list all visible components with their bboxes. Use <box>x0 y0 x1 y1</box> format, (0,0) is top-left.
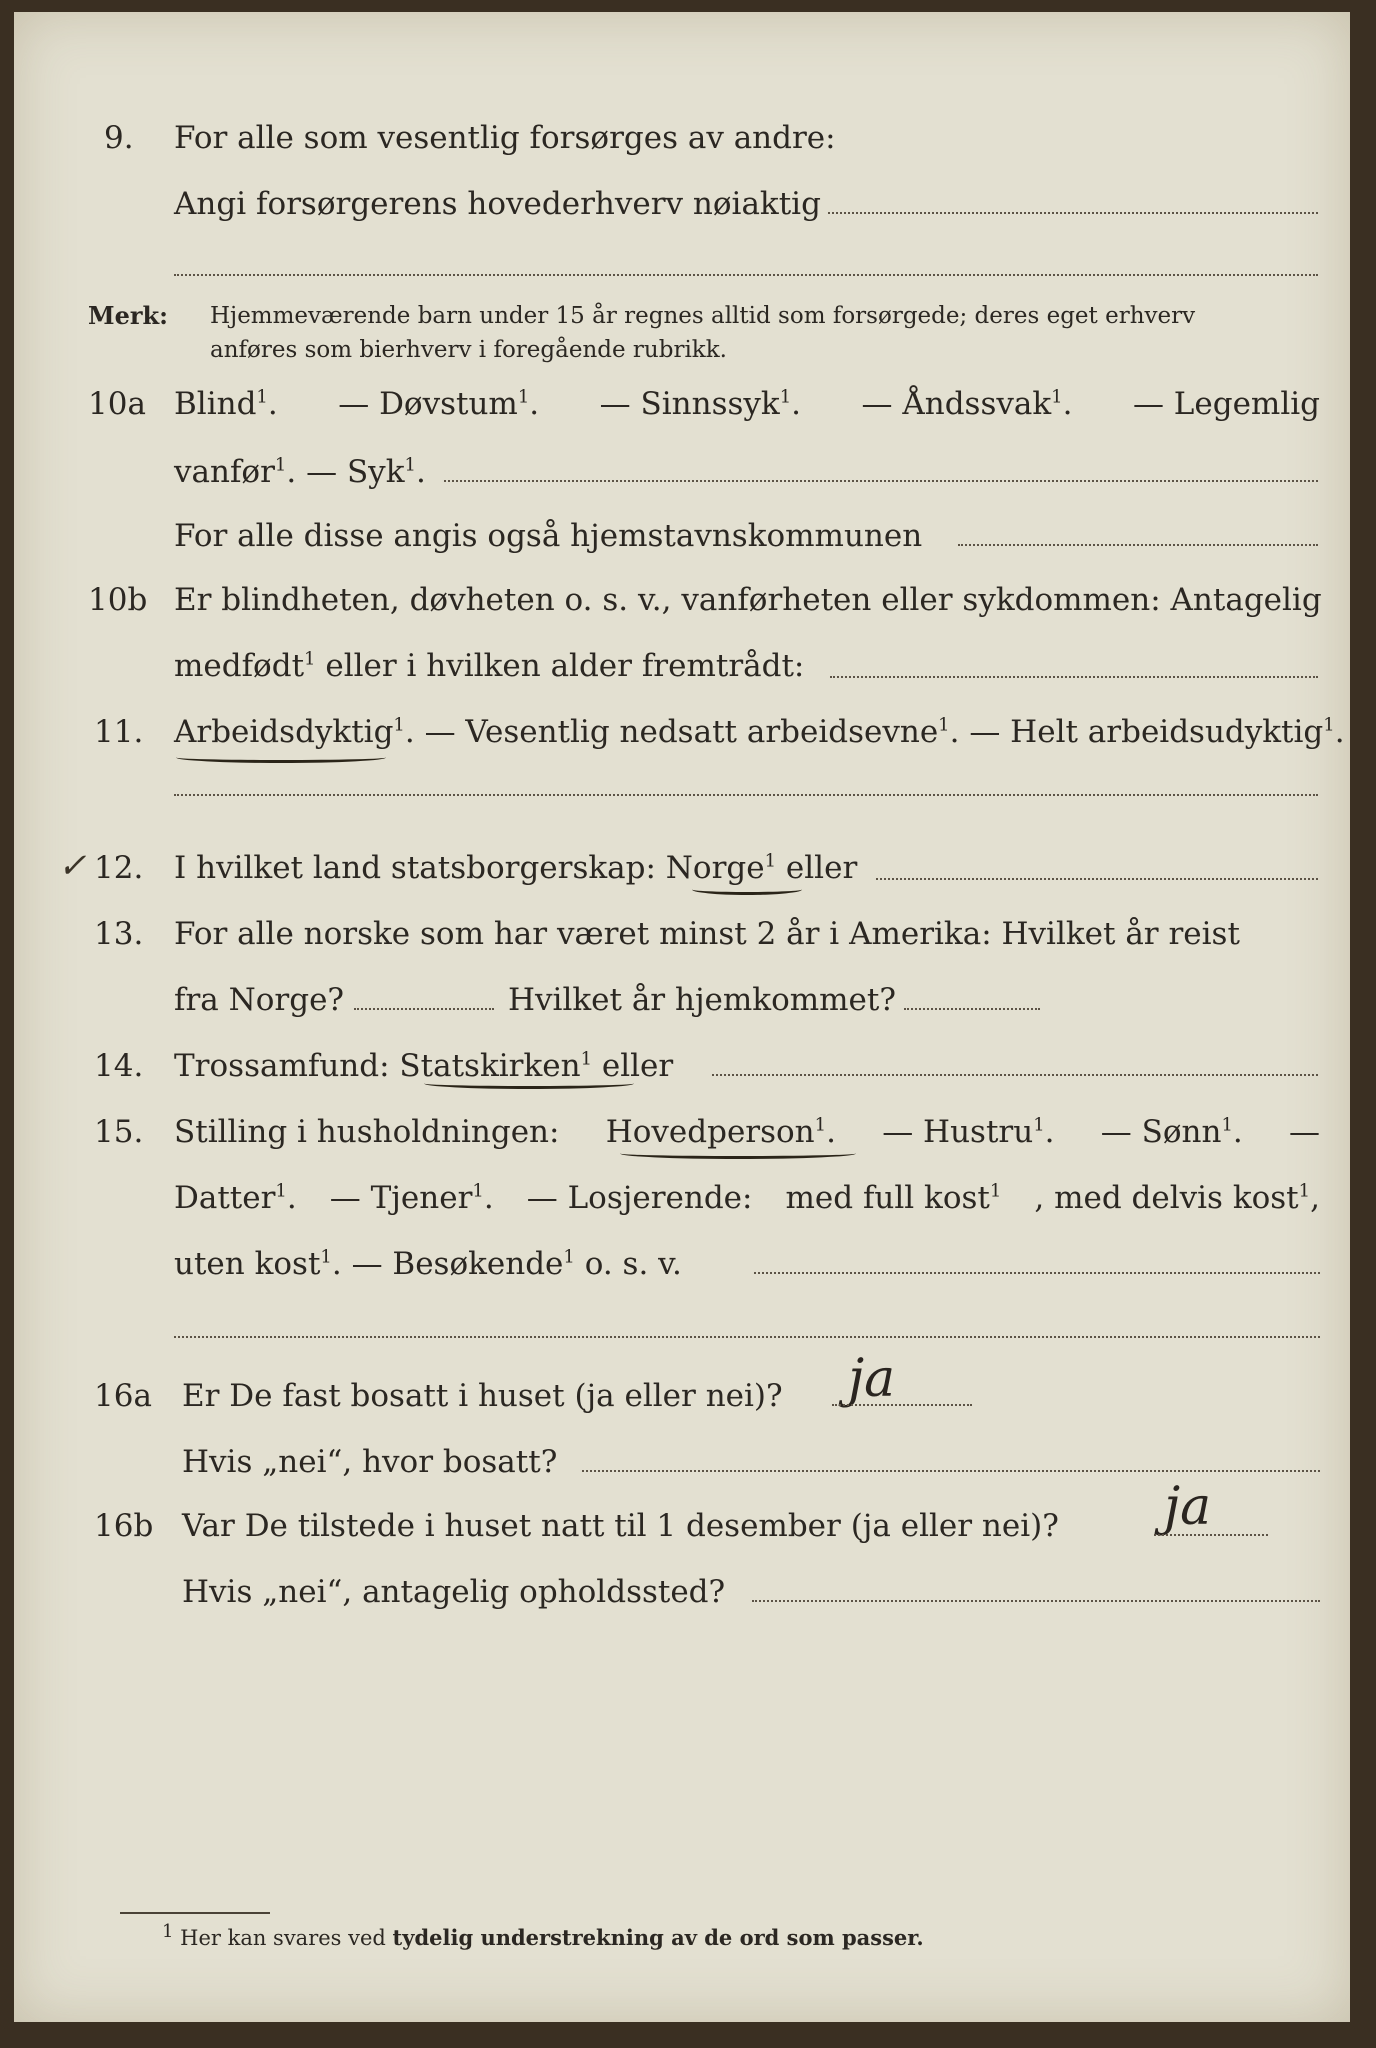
q13-line2a: fra Norge? <box>174 982 345 1018</box>
q15-continuation-line[interactable] <box>174 1336 1320 1338</box>
q16b-line2: Hvis „nei“, antagelig opholdssted? <box>182 1574 726 1610</box>
option-hovedperson[interactable]: Hovedperson$^1$. <box>605 1114 836 1150</box>
q10a-line2 <box>174 452 426 492</box>
q14-number: 14. <box>94 1048 144 1084</box>
q16a-handwritten-answer[interactable]: ja <box>848 1349 896 1409</box>
option-norge[interactable]: Norge$^1$ <box>665 850 777 886</box>
merk-line1: Hjemmeværende barn under 15 år regnes alltid som forsørgede; deres eget erhverv <box>210 303 1196 329</box>
q13-number: 13. <box>94 916 144 952</box>
option-statskirken[interactable]: Statskirken$^1$ <box>399 1048 593 1084</box>
q16b-number: 16b <box>94 1508 154 1544</box>
q16b-answer-line[interactable] <box>1154 1534 1268 1536</box>
q16b-opholdssted-line[interactable] <box>752 1600 1320 1602</box>
q16b-handwritten-answer[interactable]: ja <box>1164 1477 1212 1537</box>
option-besokende[interactable]: . — Besøkende$^1$ <box>331 1246 575 1282</box>
q9-answer-line[interactable] <box>828 212 1318 214</box>
q11-line: Arbeidsdyktig$^1$. — Vesentlig nedsatt arbeidsevne$^1$. — Helt arbeidsudyktig$^1$. <box>174 714 1345 750</box>
q10a-line3: For alle disse angis også hjemstavnskommunen <box>174 518 923 554</box>
option-nedsatt[interactable]: . — Vesentlig nedsatt arbeidsevne <box>404 714 939 750</box>
q9-line2: Angi forsørgerens hovederhverv nøiaktig <box>174 186 821 222</box>
q12-line: I hvilket land statsborgerskap: Norge$^1$ eller <box>174 850 858 886</box>
check-mark-icon: ✓ <box>58 846 87 886</box>
option-delvis-kost[interactable]: , med delvis kost$^1$, <box>1034 1180 1320 1216</box>
option-arbeidsdyktig[interactable]: Arbeidsdyktig <box>174 714 394 750</box>
q16a-bosatt-line[interactable] <box>582 1470 1320 1472</box>
option-medfodt[interactable]: medfødt <box>174 648 305 684</box>
underline-statskirken <box>424 1078 634 1089</box>
merk-line2: anføres som bierhverv i foregående rubrikk. <box>210 337 727 363</box>
q16a-line1: Er De fast bosatt i huset (ja eller nei)? <box>182 1378 783 1414</box>
q15-answer-line[interactable] <box>754 1272 1320 1274</box>
q14-answer-line[interactable] <box>712 1074 1318 1076</box>
q12-number: 12. <box>94 850 144 886</box>
option-syk[interactable]: — Syk$^1$. <box>306 454 426 490</box>
q9-number: 9. <box>104 120 134 156</box>
option-tjener[interactable]: — Tjener$^1$. <box>329 1180 494 1216</box>
option-losjerende[interactable]: — Losjerende: <box>526 1180 753 1216</box>
q11-continuation-line[interactable] <box>174 794 1318 796</box>
q16a-line2: Hvis „nei“, hvor bosatt? <box>182 1444 558 1480</box>
q9-continuation-line[interactable] <box>174 274 1318 276</box>
underline-norge <box>692 884 802 895</box>
q10a-line1 <box>174 384 1320 424</box>
option-andssvak[interactable]: — Åndssvak$^1$. <box>861 386 1073 422</box>
q9-line1: For alle som vesentlig forsørges av andre: <box>174 120 836 156</box>
option-sinnssyk[interactable]: — Sinnssyk$^1$. <box>599 386 802 422</box>
q16a-number: 16a <box>94 1378 152 1414</box>
q14-line: Trossamfund: Statskirken$^1$ eller <box>174 1048 674 1084</box>
option-full-kost[interactable]: med full kost$^1$ <box>785 1180 1002 1216</box>
q10b-answer-line[interactable] <box>830 676 1318 678</box>
q10b-number: 10b <box>88 582 148 618</box>
footnote-rule <box>120 1912 270 1914</box>
q13-line1: For alle norske som har været minst 2 år i Amerika: Hvilket år reist <box>174 916 1240 952</box>
q15-line1: Stilling i husholdningen: Hovedperson$^1$. — Hustru$^1$. — Sønn$^1$. — <box>174 1114 1320 1150</box>
q16b-line1: Var De tilstede i huset natt til 1 desember (ja eller nei)? <box>182 1508 1059 1544</box>
q10b-line1: Er blindheten, døvheten o. s. v., vanførheten eller sykdommen: Antagelig <box>174 582 1322 618</box>
q11-number: 11. <box>94 714 144 750</box>
q15-number: 15. <box>94 1114 144 1150</box>
option-legemlig[interactable]: — Legemlig <box>1132 386 1320 422</box>
underline-hovedperson <box>620 1148 856 1159</box>
q13-hjemkommet-line[interactable] <box>904 1008 1040 1010</box>
underline-arbeidsdyktig <box>176 752 386 763</box>
q10b-line2: medfødt$^1$ eller i hvilken alder fremtrådt: <box>174 648 805 684</box>
q16a-answer-line[interactable] <box>832 1404 972 1406</box>
option-blind[interactable]: Blind$^1$. <box>174 386 278 422</box>
q13-reist-line[interactable] <box>354 1008 494 1010</box>
footnote: 1 Her kan svares ved tydelig understrekning av de ord som passer. <box>162 1921 924 1950</box>
option-udyktig[interactable]: . — Helt arbeidsudyktig <box>949 714 1324 750</box>
q15-line2 <box>174 1178 1320 1218</box>
option-vanfor[interactable]: vanfør$^1$. <box>174 454 297 490</box>
q13-line2b: Hvilket år hjemkommet? <box>508 982 896 1018</box>
q10a-answer-line[interactable] <box>444 480 1318 482</box>
option-sonn[interactable]: — Sønn$^1$. <box>1100 1114 1243 1150</box>
merk-label: Merk: <box>88 301 168 330</box>
q15-line3: uten kost$^1$. — Besøkende$^1$ o. s. v. <box>174 1246 682 1282</box>
q10a-hjemstavn-line[interactable] <box>958 544 1318 546</box>
q12-answer-line[interactable] <box>876 878 1318 880</box>
option-dovstum[interactable]: — Døvstum$^1$. <box>338 386 540 422</box>
q10a-number: 10a <box>88 386 146 422</box>
option-datter[interactable]: Datter$^1$. <box>174 1180 297 1216</box>
option-hustru[interactable]: — Hustru$^1$. <box>882 1114 1055 1150</box>
option-uten-kost[interactable]: uten kost$^1$ <box>174 1246 332 1282</box>
census-form-page <box>14 12 1350 2022</box>
